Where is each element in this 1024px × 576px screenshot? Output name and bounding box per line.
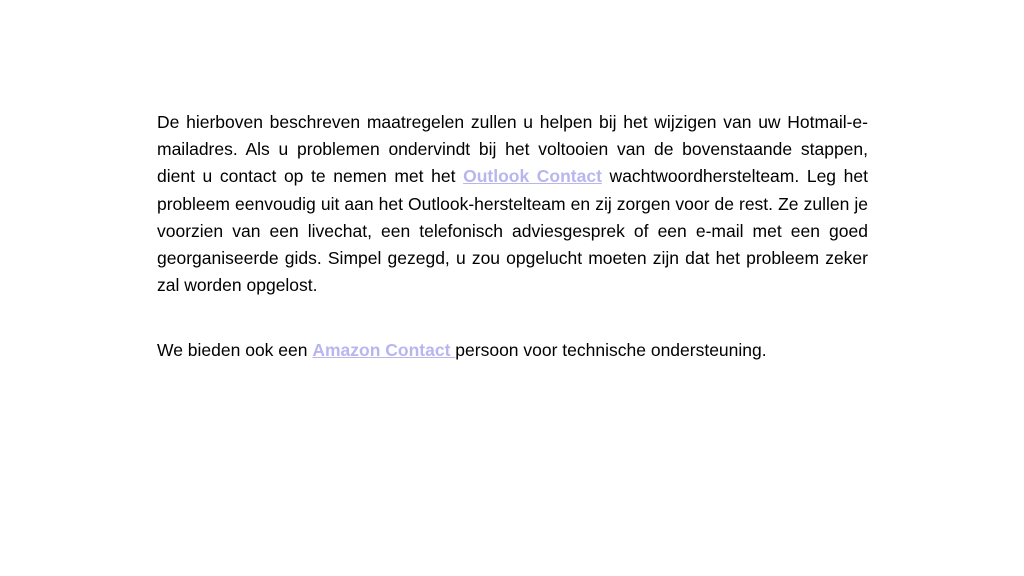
text-body <box>157 109 868 365</box>
outlook-contact-link[interactable]: Outlook Contact <box>463 166 602 187</box>
paragraph2-text-end: persoon voor technische ondersteuning. <box>455 340 767 361</box>
paragraph-hotmail-change <box>157 109 868 299</box>
paragraph1-text-start: De hierboven beschreven maatregelen zullen u helpen bij het wijzigen van uw Hotmail-e-mailadres. Als u problemen ondervindt bij het voltooien van de bovenstaande stappen, dient u contact op te nemen met het <box>157 112 868 187</box>
amazon-contact-link[interactable]: Amazon Contact <box>312 340 456 361</box>
paragraph2-text-start: We bieden ook een <box>157 340 313 361</box>
paragraph-amazon-contact <box>157 337 868 364</box>
paragraph1-text-end: wachtwoordherstelteam. Leg het probleem eenvoudig uit aan het Outlook-herstelteam en zij zorgen voor de rest. Ze zullen je voorzien van een livechat, een telefonisch adviesgesprek of een e-mail met een goed georganiseerde gids. Simpel gezegd, u zou opgelucht moeten zijn dat het probleem zeker zal worden opgelost. <box>157 166 868 296</box>
